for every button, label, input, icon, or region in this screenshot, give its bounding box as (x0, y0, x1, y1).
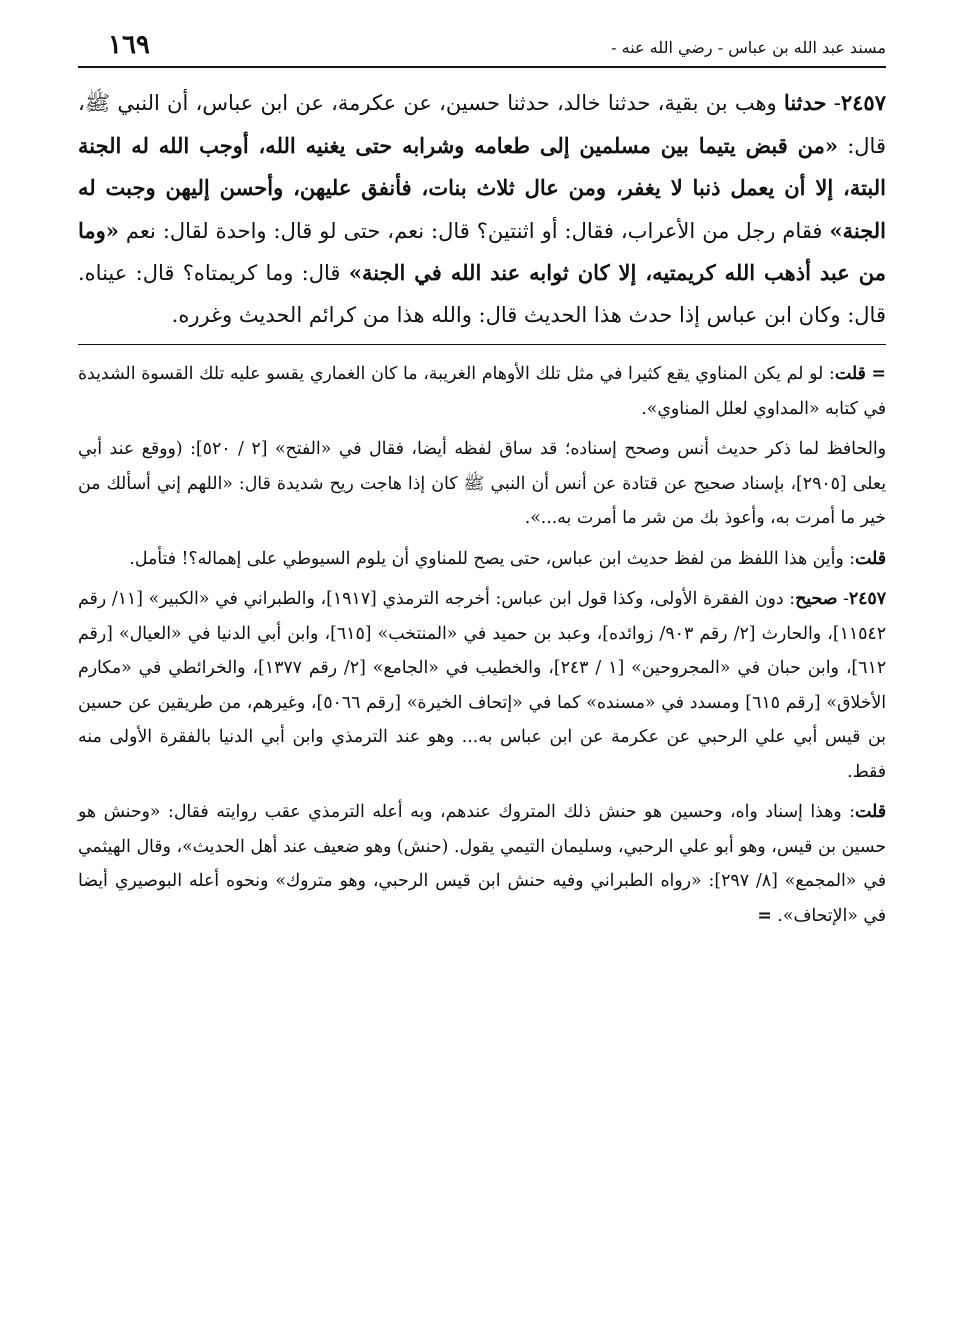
note-3 (78, 542, 886, 577)
note-1-text: : لو لم يكن المناوي يقع كثيرا في مثل تلك الأوهام الغريبة، ما كان الغماري يقسو عليه تلك القسوة الشديدة في كتابه «المداوي لعلل المناوي». (78, 364, 886, 419)
note-2 (78, 432, 886, 536)
narrative2: قال: وما كريمتاه؟ قال: عيناه. قال: وكان ابن عباس إذا حدث هذا الحديث قال: والله هذا من كرائم الحديث وغرره. (78, 261, 886, 327)
page (78, 28, 886, 1318)
note-3-text: : وأين هذا اللفظ من لفظ حديث ابن عباس، حتى يصح للمناوي أن يلوم السيوطي على إهماله؟! فتأمل. (129, 548, 856, 569)
isnad-label: حدثنا (783, 90, 827, 115)
footnotes (78, 357, 886, 933)
takhrij-label: صحيح (795, 589, 838, 609)
note-4 (78, 795, 886, 933)
narrative1: فقام رجل من الأعراب، فقال: أو اثنتين؟ قال: نعم، حتى لو قال: واحدة لقال: نعم (125, 218, 823, 243)
note-4-text: : وهذا إسناد واه، وحسين هو حنش ذلك المتروك عندهم، وبه أعله الترمذي عقب روايته فقال: «وحنش هو حسين بن قيس، وهو أبو علي الرحبي، وسليمان التيمي يقول. (حنش) وهو ضعيف عند أهل الحديث»، وقال الهيثمي في «المجمع» [٨/ ٢٩٧]: «رواه الطبراني وفيه حنش ابن قيس الرحبي، وهو متروك» ونحوه أعله البوصيري أيضا في «الإتحاف». (78, 802, 886, 926)
hadith-text: ٢٤٥٧- حدثنا وهب بن بقية، حدثنا خالد، حدثنا حسين، عن عكرمة، عن ابن عباس، أن النبي ﷺ، قال: «من قبض يتيما بين مسلمين إلى طعامه وشرابه حتى يغنيه الله، أوجب الله له الجنة البتة، إلا أن يعمل ذنبا لا يغفر، ومن عال ثلاث بنات، فأنفق عليهن، وأحسن إليهن وجبت له الجنة» فقام رجل من الأعراب، فقال: أو اثنتين؟ قال: نعم، حتى لو قال: واحدة لقال: نعم «وما من عبد أذهب الله كريمتيه، إلا كان ثوابه عند الله في الجنة» قال: وما كريمتاه؟ قال: عيناه. قال: وكان ابن عباس إذا حدث هذا الحديث قال: والله هذا من كرائم الحديث وغرره. (78, 90, 886, 327)
isnad: وهب بن بقية، حدثنا خالد، حدثنا حسين، عن عكرمة، عن ابن عباس، أن النبي ﷺ، قال: (78, 91, 886, 158)
matn-part1: «من قبض يتيما بين مسلمين إلى طعامه وشرابه حتى يغنيه الله، أوجب الله له الجنة البتة، إلا أن يعمل ذنبا لا يغفر، ومن عال ثلاث بنات، فأنفق عليهن، وأحسن إليهن وجبت له الجنة» (78, 132, 886, 243)
note-3-label: قلت (855, 548, 886, 569)
running-header (78, 28, 886, 68)
continuation-mark: = (871, 364, 887, 384)
hadith-number: ٢٤٥٧ (840, 90, 886, 115)
takhrij: ٢٤٥٧- صحيح: دون الفقرة الأولى، وكذا قول ابن عباس: أخرجه الترمذي [١٩١٧]، والطبراني في «الكبير» [١١/ رقم ١١٥٤٢]، والحارث [٢/ رقم ٩٠٣/ زوائده]، وعبد بن حميد في «المنتخب» [٦١٥]، وابن أبي الدنيا في «العيال» [رقم ٦١٢]، وابن حبان في «المجروحين» [١ / ٢٤٣]، والخطيب في «الجامع» [٢/ رقم ١٣٧٧]، والخرائطي في «مكارم الأخلاق» [رقم ٦١٥] ومسدد في «مسنده» كما في «إتحاف الخيرة» [رقم ٥٠٦٦]، وغيرهم، من طريقين عن حسين بن قيس أبي علي الرحبي عن عكرمة عن ابن عباس به... وهو عند الترمذي وابن أبي الدنيا بالفقرة الأولى منه فقط. (78, 589, 887, 782)
note-4-label: قلت (855, 802, 886, 822)
matn-part2: «وما من عبد أذهب الله كريمتيه، إلا كان ثوابه عند الله في الجنة» (78, 217, 886, 285)
page-number: ١٦٩ (98, 30, 160, 60)
takhrij-number: ٢٤٥٧ (848, 589, 886, 609)
note-2-text: والحافظ لما ذكر حديث أنس وصحح إسناده؛ قد ساق لفظه أيضا، فقال في «الفتح» [٢ / ٥٢٠]: (ووقع عند أبي يعلى [٢٩٠٥]، بإسناد صحيح عن قتادة عن أنس أن النبي ﷺ كان إذا هاجت ريح شديدة قال: «اللهم إني أسألك من خير ما أمرت به، وأعوذ بك من شر ما أمرت به...». (78, 439, 887, 528)
continuation-end-mark: = (757, 905, 772, 926)
note-1-label: قلت (834, 364, 866, 384)
footnote-divider (78, 344, 886, 345)
note-1 (78, 357, 886, 426)
takhrij-text: : دون الفقرة الأولى، وكذا قول ابن عباس: أخرجه الترمذي [١٩١٧]، والطبراني في «الكبير» [١١/ رقم ١١٥٤٢]، والحارث [٢/ رقم ٩٠٣/ زوائده]، وعبد بن حميد في «المنتخب» [٦١٥]، وابن أبي الدنيا في «العيال» [رقم ٦١٢]، وابن حبان في «المجروحين» [١ / ٢٤٣]، والخطيب في «الجامع» [٢/ رقم ١٣٧٧]، والخرائطي في «مكارم الأخلاق» [رقم ٦١٥] ومسدد في «مسنده» كما في «إتحاف الخيرة» [رقم ٥٠٦٦]، وغيرهم، من طريقين عن حسين بن قيس أبي علي الرحبي عن عكرمة عن ابن عباس به... وهو عند الترمذي وابن أبي الدنيا بالفقرة الأولى منه فقط. (78, 589, 887, 782)
running-title: مسند عبد الله بن عباس - رضي الله عنه - (601, 38, 886, 57)
